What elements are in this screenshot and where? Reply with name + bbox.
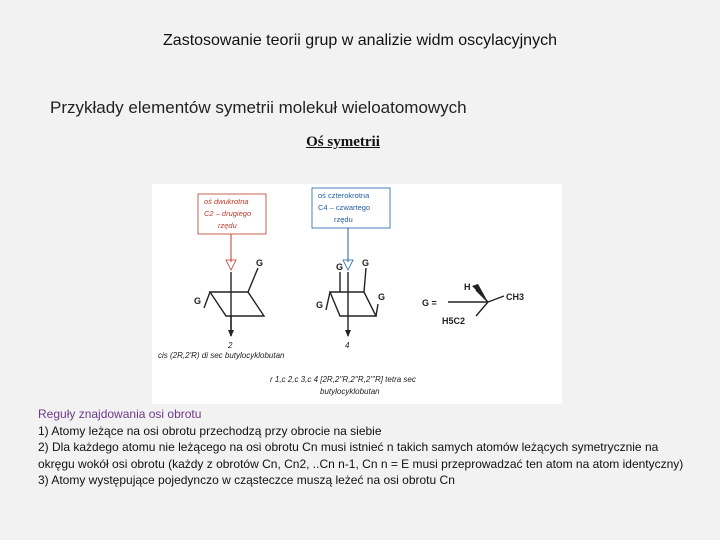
page-subtitle: Przykłady elementów symetrii molekuł wieloatomowych: [50, 98, 467, 117]
atom-g-right-top: G: [362, 258, 370, 268]
section-heading: Oś symetrii: [306, 134, 380, 150]
atom-h5c2: H5C2: [442, 316, 466, 326]
c2-label-line-3: rzędu: [218, 221, 237, 230]
cis-cyclobutane-molecule: [204, 268, 264, 337]
rule-item-1: 1) Atomy leżące na osi obrotu przechodzą przy obrocie na siebie: [38, 423, 382, 438]
c4-label-line-3: rzędu: [334, 215, 353, 224]
rules-heading: Reguły znajdowania osi obrotu: [38, 407, 202, 421]
atom-g-right-far: G: [378, 292, 386, 302]
wedge-bond: [472, 284, 488, 302]
c4-label-line-2: C4 – czwartego: [318, 203, 371, 212]
atom-g-right-top-left: G: [336, 262, 344, 272]
atom-g-left-side: G: [194, 296, 202, 306]
atom-ch3: CH3: [506, 292, 525, 302]
rules-section: [38, 406, 688, 489]
symmetry-axis-figure: [152, 184, 562, 404]
c4-label-line-1: oś czterokrotna: [318, 191, 370, 200]
c2-label-line-2: C2 – drugiego: [204, 209, 252, 218]
tetra-caption-line-1: r 1,c 2,c 3,c 4 [2R,2''R,2''R,2'''R] tetra sec: [270, 375, 416, 384]
rule-item-2: 2) Dla każdego atomu nie leżącego na osi obrotu Cn musi istnieć n takich samych atomów leżących symetrycznie na okręgu wokół osi obrotu (każdy z obrotów Cn, Cn2, ..Cn n-1, Cn n = E musi przeprowadzać ten atom na atom identyczny): [38, 440, 684, 471]
atom-g-left-top: G: [256, 258, 264, 268]
molecule-diagram: [152, 184, 562, 404]
atom-h: H: [464, 282, 471, 292]
c2-label-line-1: oś dwukrotna: [204, 197, 249, 206]
page-title: Zastosowanie teorii grup w analizie widm oscylacyjnych: [163, 32, 557, 49]
cis-caption: cis (2R,2'R) di sec butylocyklobutan: [158, 351, 285, 360]
rule-item-3: 3) Atomy występujące pojedynczo w cząsteczce muszą leżeć na osi obrotu Cn: [38, 473, 455, 487]
axis-order-2: 2: [228, 341, 233, 350]
atom-g-right-side: G: [316, 300, 324, 310]
sec-butyl-group: [448, 290, 504, 316]
axis-order-4: 4: [345, 341, 350, 350]
tetra-caption-line-2: butylocyklobutan: [320, 387, 380, 396]
tetra-cyclobutane-molecule: [326, 268, 378, 337]
g-equals-label: G =: [422, 298, 437, 308]
